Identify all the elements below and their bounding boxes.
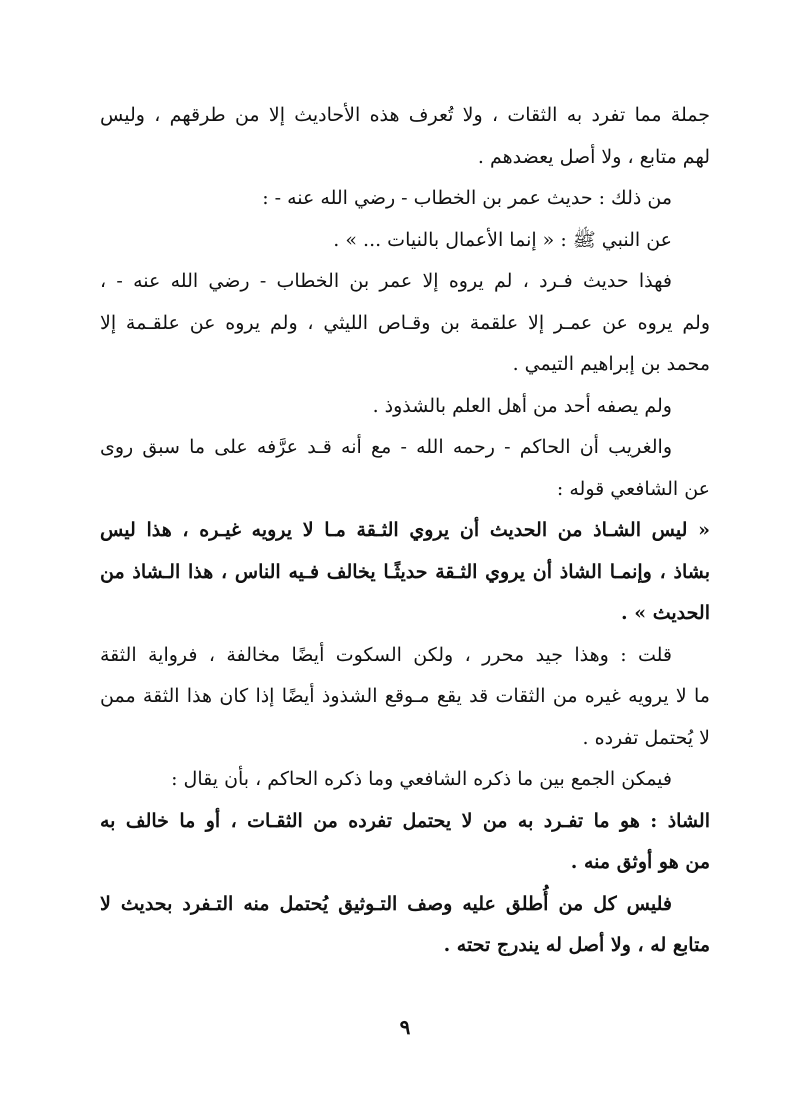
text-line: متابع له ، ولا أصل له يندرج تحته .	[443, 934, 710, 956]
text-line: من ذلك : حديث عمر بن الخطاب - رضي الله عنه - :	[262, 187, 672, 209]
text-line: ولم يروه عن عمـر إلا علقمة بن وقـاص الليثي ، ولم يروه عن علقـمة إلا	[100, 311, 710, 334]
quote-line: الحديث » .	[621, 602, 710, 624]
definition-line: من هو أوثق منه .	[570, 851, 710, 873]
text-line: لا يُحتمل تفرده .	[582, 726, 710, 749]
text-line: فيمكن الجمع بين ما ذكره الشافعي وما ذكره الحاكم ، بأن يقال :	[171, 768, 672, 790]
text-line: ولم يصفه أحد من أهل العلم بالشذوذ .	[372, 394, 672, 417]
page-number: ٩	[399, 1015, 411, 1039]
text-line: جملة مما تفرد به الثقات ، ولا تُعرف هذه الأحاديث إلا من طرقهم ، وليس	[100, 104, 710, 126]
text-line: والغريب أن الحاكم - رحمه الله - مع أنه قـد عرَّفه على ما سبق روى	[100, 436, 672, 458]
text-line: عن النبي ﷺ : « إنما الأعمال بالنيات ... » .	[333, 228, 672, 251]
text-line: فليس كل من أُطلق عليه وصف التـوثيق يُحتمل منه التـفرد بحديث لا	[100, 892, 672, 915]
text-line: قلت : وهذا جيد محرر ، ولكن السكوت أيضًا مخالفة ، فرواية الثقة	[100, 643, 672, 666]
text-line: لهم متابع ، ولا أصل يعضدهم .	[477, 145, 710, 168]
quote-line: « ليس الشـاذ من الحديث أن يروي الثـقة مـا لا يرويه غيـره ، هذا ليس	[100, 519, 710, 541]
text-line: عن الشافعي قوله :	[556, 477, 710, 500]
text-line: ما لا يرويه غيره من الثقات قد يقع مـوقع الشذوذ أيضًا إذا كان هذا الثقة ممن	[100, 685, 710, 707]
text-line: فهذا حديث فـرد ، لم يروه إلا عمر بن الخطاب - رضي الله عنه - ،	[100, 270, 672, 292]
definition-line: الشاذ : هو ما تفـرد به من لا يحتمل تفرده من الثقـات ، أو ما خالف به	[100, 809, 710, 832]
text-line: محمد بن إبراهيم التيمي .	[512, 353, 710, 375]
quote-line: بشاذ ، وإنمـا الشاذ أن يروي الثـقة حديثًـا يخالف فـيه الناس ، هذا الـشاذ من	[100, 560, 710, 583]
body-text	[100, 95, 710, 967]
